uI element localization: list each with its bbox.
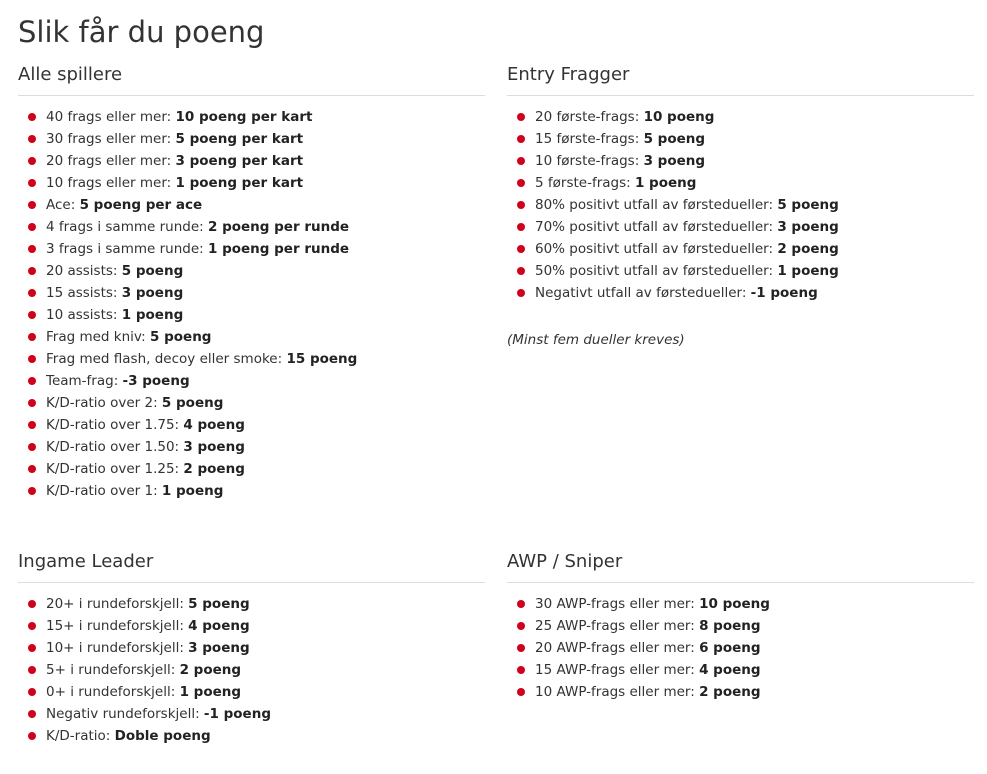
item-label: 50% positivt utfall av førstedueller:: [535, 263, 778, 279]
item-label: 5 første-frags:: [535, 175, 635, 191]
bullet-icon: [28, 688, 36, 696]
item-points: 5 poeng: [150, 329, 212, 345]
item-label: Team-frag:: [46, 373, 123, 389]
item-points: 1 poeng: [634, 175, 697, 191]
section-heading: Entry Fragger: [507, 63, 974, 96]
item-points: 5 poeng: [161, 395, 224, 411]
bullet-icon: [28, 333, 36, 341]
bullet-icon: [28, 113, 36, 121]
list-item: [507, 106, 974, 128]
list-item: [507, 615, 974, 637]
item-label: 30 frags eller mer:: [46, 131, 176, 147]
list-item: [18, 194, 485, 216]
item-label: 15 assists:: [46, 285, 122, 301]
section-heading: AWP / Sniper: [507, 550, 974, 583]
item-points: -1 poeng: [750, 285, 818, 301]
item-label: Frag med kniv:: [46, 329, 150, 345]
bullet-icon: [517, 201, 525, 209]
bullet-icon: [28, 443, 36, 451]
item-label: Negativ rundeforskjell:: [46, 706, 204, 722]
section-note: (Minst fem dueller kreves): [507, 332, 685, 348]
item-points: 1 poeng: [121, 307, 184, 323]
bullet-icon: [28, 267, 36, 275]
item-points: 1 poeng per runde: [207, 241, 350, 257]
list-item: [18, 725, 485, 747]
bullet-icon: [28, 487, 36, 495]
list-item: [18, 703, 485, 725]
list-item: [18, 436, 485, 458]
list-item: [18, 681, 485, 703]
list-item: [18, 238, 485, 260]
bullet-icon: [28, 732, 36, 740]
item-label: 10 assists:: [46, 307, 122, 323]
item-points: 5 poeng per kart: [175, 131, 304, 147]
bullet-icon: [28, 201, 36, 209]
list-item: [507, 282, 974, 304]
list-item: [18, 593, 485, 615]
bullet-icon: [28, 399, 36, 407]
bullet-icon: [28, 644, 36, 652]
item-label: 60% positivt utfall av førstedueller:: [535, 241, 778, 257]
item-label: 10 AWP-frags eller mer:: [535, 684, 700, 700]
points-list: [18, 593, 485, 747]
item-points: 3 poeng per kart: [175, 153, 304, 169]
list-item: [18, 282, 485, 304]
bullet-icon: [517, 622, 525, 630]
item-points: 2 poeng: [777, 241, 839, 257]
item-points: 1 poeng per kart: [175, 175, 304, 191]
item-points: 15 poeng: [286, 351, 358, 367]
bullet-icon: [28, 710, 36, 718]
item-label: Ace:: [46, 197, 80, 213]
item-points: 5 poeng: [188, 596, 250, 612]
list-item: [507, 238, 974, 260]
item-points: 3 poeng: [643, 153, 706, 169]
item-label: 4 frags i samme runde:: [46, 219, 208, 235]
item-points: 2 poeng: [179, 662, 242, 678]
bullet-icon: [28, 245, 36, 253]
list-item: [507, 260, 974, 282]
points-list: [507, 106, 974, 304]
item-points: 2 poeng per runde: [207, 219, 350, 235]
item-points: 1 poeng: [777, 263, 839, 279]
list-item: [18, 348, 485, 370]
item-label: 10+ i rundeforskjell:: [46, 640, 189, 656]
list-item: [18, 370, 485, 392]
item-label: K/D-ratio over 1.50:: [46, 439, 184, 455]
item-points: 10 poeng: [699, 596, 770, 612]
section-ingame-leader: [18, 550, 485, 747]
item-label: 70% positivt utfall av førstedueller:: [535, 219, 778, 235]
item-label: 20 første-frags:: [535, 109, 644, 125]
item-label: 20 frags eller mer:: [46, 153, 176, 169]
item-points: 6 poeng: [699, 640, 761, 656]
list-item: [507, 681, 974, 703]
item-label: 40 frags eller mer:: [46, 109, 176, 125]
list-item: [507, 659, 974, 681]
list-item: [18, 414, 485, 436]
list-item: [18, 326, 485, 348]
item-points: 2 poeng: [699, 684, 761, 700]
item-label: 25 AWP-frags eller mer:: [535, 618, 700, 634]
section-awp-sniper: [507, 550, 974, 703]
item-points: 1 poeng: [179, 684, 242, 700]
item-label: 15 AWP-frags eller mer:: [535, 662, 700, 678]
item-label: 20+ i rundeforskjell:: [46, 596, 189, 612]
points-list: [507, 593, 974, 703]
item-points: 8 poeng: [699, 618, 761, 634]
item-points: 5 poeng: [643, 131, 706, 147]
item-label: K/D-ratio over 1.75:: [46, 417, 184, 433]
bullet-icon: [517, 157, 525, 165]
item-points: 3 poeng: [183, 439, 245, 455]
list-item: [507, 194, 974, 216]
bullet-icon: [517, 267, 525, 275]
item-points: 5 poeng per ace: [79, 197, 203, 213]
item-points: 10 poeng: [643, 109, 715, 125]
bullet-icon: [517, 245, 525, 253]
item-label: 80% positivt utfall av førstedueller:: [535, 197, 778, 213]
item-label: 5+ i rundeforskjell:: [46, 662, 180, 678]
bullet-icon: [28, 421, 36, 429]
item-label: Frag med flash, decoy eller smoke:: [46, 351, 287, 367]
section-entry-fragger: [507, 63, 974, 348]
item-points: 5 poeng: [121, 263, 184, 279]
bullet-icon: [28, 355, 36, 363]
item-points: -1 poeng: [203, 706, 271, 722]
item-label: 15 første-frags:: [535, 131, 644, 147]
list-item: [18, 615, 485, 637]
item-points: 2 poeng: [183, 461, 245, 477]
bullet-icon: [28, 666, 36, 674]
item-points: Doble poeng: [114, 728, 211, 744]
item-points: -3 poeng: [122, 373, 190, 389]
bullet-icon: [517, 644, 525, 652]
section-heading: Alle spillere: [18, 63, 485, 96]
list-item: [507, 172, 974, 194]
item-label: 0+ i rundeforskjell:: [46, 684, 180, 700]
item-points: 3 poeng: [188, 640, 250, 656]
list-item: [18, 637, 485, 659]
list-item: [18, 304, 485, 326]
item-label: 10 frags eller mer:: [46, 175, 176, 191]
bullet-icon: [517, 600, 525, 608]
bullet-icon: [28, 179, 36, 187]
bullet-icon: [517, 688, 525, 696]
item-label: 10 første-frags:: [535, 153, 644, 169]
item-label: 30 AWP-frags eller mer:: [535, 596, 700, 612]
bullet-icon: [517, 113, 525, 121]
list-item: [18, 216, 485, 238]
item-points: 1 poeng: [161, 483, 224, 499]
list-item: [507, 637, 974, 659]
item-label: 20 assists:: [46, 263, 122, 279]
bullet-icon: [28, 289, 36, 297]
item-label: K/D-ratio:: [46, 728, 115, 744]
bullet-icon: [28, 311, 36, 319]
bullet-icon: [28, 377, 36, 385]
section-heading: Ingame Leader: [18, 550, 485, 583]
item-points: 3 poeng: [121, 285, 184, 301]
item-points: 4 poeng: [699, 662, 761, 678]
item-label: 20 AWP-frags eller mer:: [535, 640, 700, 656]
item-label: 3 frags i samme runde:: [46, 241, 208, 257]
list-item: [18, 106, 485, 128]
list-item: [18, 150, 485, 172]
item-label: K/D-ratio over 1:: [46, 483, 162, 499]
bullet-icon: [517, 223, 525, 231]
list-item: [18, 260, 485, 282]
item-points: 3 poeng: [777, 219, 839, 235]
item-points: 5 poeng: [777, 197, 839, 213]
bullet-icon: [28, 622, 36, 630]
bullet-icon: [28, 135, 36, 143]
list-item: [507, 128, 974, 150]
list-item: [18, 128, 485, 150]
item-label: K/D-ratio over 1.25:: [46, 461, 184, 477]
bullet-icon: [517, 179, 525, 187]
bullet-icon: [517, 289, 525, 297]
list-item: [18, 480, 485, 502]
item-points: 4 poeng: [183, 417, 245, 433]
section-alle-spillere: [18, 63, 485, 502]
page-title: Slik får du poeng: [18, 15, 265, 49]
item-points: 4 poeng: [188, 618, 250, 634]
list-item: [507, 593, 974, 615]
bullet-icon: [28, 157, 36, 165]
bullet-icon: [517, 666, 525, 674]
list-item: [18, 172, 485, 194]
list-item: [18, 458, 485, 480]
bullet-icon: [28, 223, 36, 231]
list-item: [18, 392, 485, 414]
list-item: [507, 150, 974, 172]
list-item: [18, 659, 485, 681]
item-label: 15+ i rundeforskjell:: [46, 618, 189, 634]
item-label: Negativt utfall av førstedueller:: [535, 285, 751, 301]
bullet-icon: [517, 135, 525, 143]
bullet-icon: [28, 600, 36, 608]
item-label: K/D-ratio over 2:: [46, 395, 162, 411]
points-list: [18, 106, 485, 502]
bullet-icon: [28, 465, 36, 473]
item-points: 10 poeng per kart: [175, 109, 313, 125]
list-item: [507, 216, 974, 238]
